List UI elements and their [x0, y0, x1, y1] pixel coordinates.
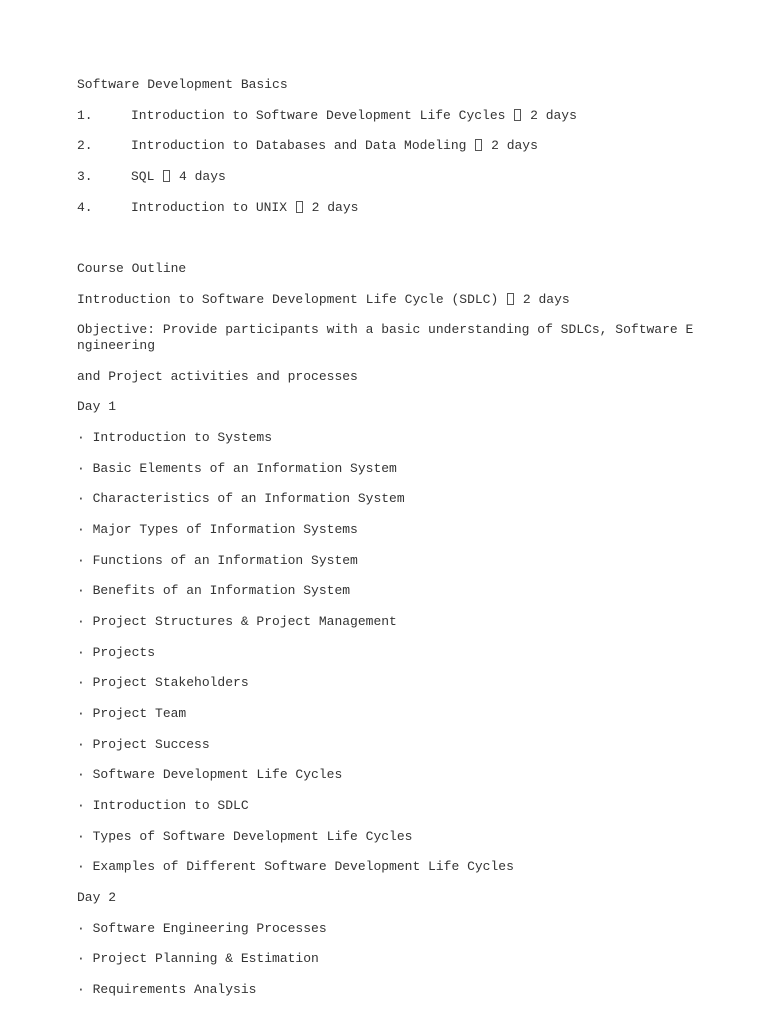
- objective-text-continued: and Project activities and processes: [77, 369, 358, 384]
- list-item: · Characteristics of an Information System: [77, 491, 405, 506]
- module-duration: 2 days: [530, 108, 577, 123]
- module-number: 1.: [77, 108, 93, 123]
- module-number: 3.: [77, 169, 93, 184]
- list-item: · Requirements Analysis: [77, 982, 257, 997]
- module-item: [77, 108, 577, 124]
- module-name: Introduction to Databases and Data Modeling: [131, 138, 467, 153]
- list-item: · Introduction to Systems: [77, 430, 273, 445]
- list-item: · Benefits of an Information System: [77, 583, 351, 598]
- list-item: · Examples of Different Software Development Life Cycles: [77, 859, 514, 874]
- module-item: [77, 169, 226, 185]
- module-name: SQL: [131, 169, 155, 184]
- document-title: Software Development Basics: [77, 77, 288, 92]
- list-item: · Software Development Life Cycles: [77, 767, 343, 782]
- list-item: · Introduction to SDLC: [77, 798, 249, 813]
- list-item: · Major Types of Information Systems: [77, 522, 358, 537]
- outline-heading: Course Outline: [77, 261, 187, 276]
- section-duration: 2 days: [522, 292, 570, 307]
- day-label: Day 2: [77, 890, 117, 905]
- list-item: · Basic Elements of an Information System: [77, 461, 397, 476]
- list-item: · Types of Software Development Life Cycles: [77, 829, 413, 844]
- missing-glyph-icon: [475, 139, 482, 151]
- missing-glyph-icon: [507, 293, 514, 305]
- missing-glyph-icon: [296, 201, 303, 213]
- list-item: · Software Engineering Processes: [77, 921, 327, 936]
- objective-text: Objective: Provide participants with a basic understanding of SDLCs, Software Engineering: [77, 322, 694, 353]
- missing-glyph-icon: [163, 170, 170, 182]
- list-item: · Project Success: [77, 737, 210, 752]
- list-item: · Functions of an Information System: [77, 553, 358, 568]
- list-item: · Project Team: [77, 706, 187, 721]
- module-number: 2.: [77, 138, 93, 153]
- module-item: [77, 200, 358, 216]
- list-item: · Projects: [77, 645, 156, 660]
- list-item: · Project Structures & Project Management: [77, 614, 397, 629]
- day-label: Day 1: [77, 399, 117, 414]
- list-item: · Project Planning & Estimation: [77, 951, 319, 966]
- module-duration: 4 days: [179, 169, 226, 184]
- module-name: Introduction to UNIX: [131, 200, 288, 215]
- missing-glyph-icon: [514, 109, 521, 121]
- module-duration: 2 days: [311, 200, 359, 215]
- section-title: [77, 292, 570, 308]
- module-duration: 2 days: [491, 138, 538, 153]
- module-number: 4.: [77, 200, 93, 215]
- section-title-text: Introduction to Software Development Life Cycle (SDLC): [77, 292, 499, 307]
- module-name: Introduction to Software Development Life Cycles: [131, 108, 506, 123]
- list-item: · Project Stakeholders: [77, 675, 249, 690]
- module-item: [77, 138, 538, 154]
